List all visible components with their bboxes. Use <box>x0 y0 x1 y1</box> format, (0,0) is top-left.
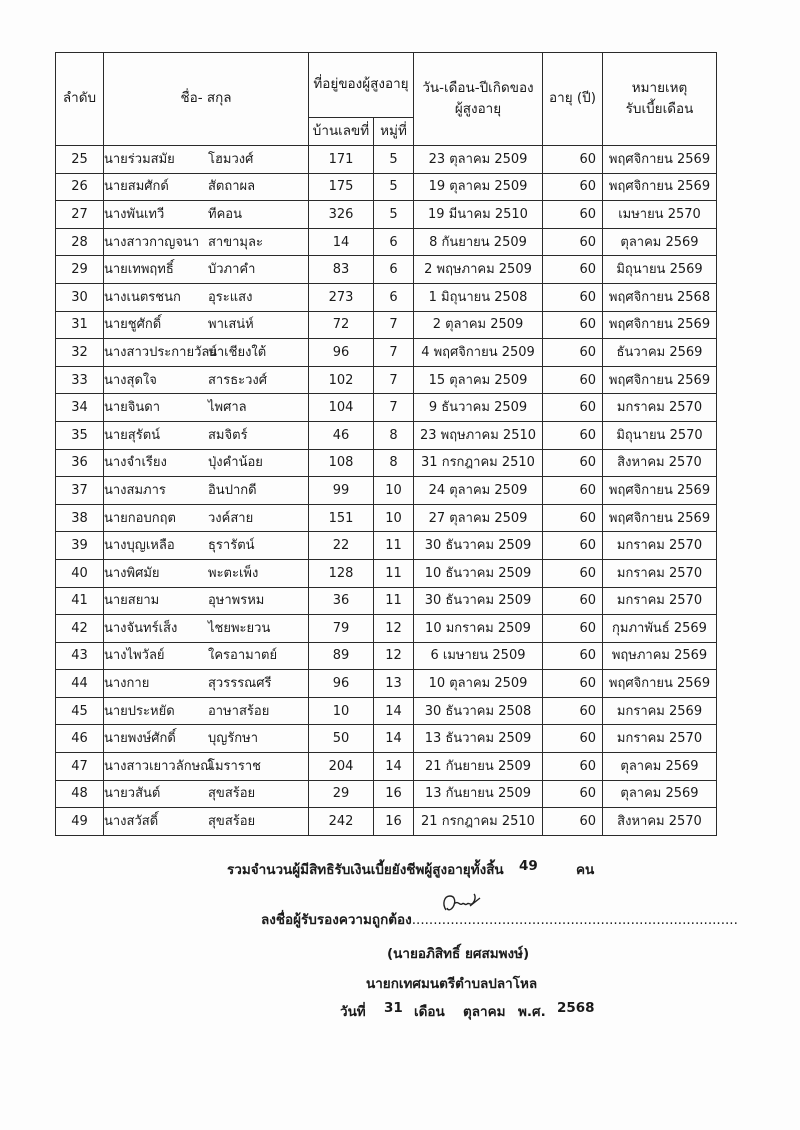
table-row <box>56 753 717 781</box>
house-number: 204 <box>309 753 374 781</box>
row-number: 34 <box>56 394 104 422</box>
first-name: นายร่วมสมัย <box>104 151 175 167</box>
house-number: 171 <box>309 146 374 174</box>
age: 60 <box>543 532 603 560</box>
summary-count: 49 <box>519 858 538 874</box>
age: 60 <box>543 228 603 256</box>
allowance-month: พฤศจิกายน 2569 <box>603 366 717 394</box>
age: 60 <box>543 642 603 670</box>
date-of-birth: 19 ตุลาคม 2509 <box>414 173 543 201</box>
row-name <box>104 366 309 394</box>
row-number: 49 <box>56 808 104 836</box>
date-of-birth: 21 กันยายน 2509 <box>414 753 543 781</box>
village-number: 7 <box>374 366 414 394</box>
age: 60 <box>543 504 603 532</box>
row-number: 25 <box>56 146 104 174</box>
row-number: 26 <box>56 173 104 201</box>
table-row <box>56 477 717 505</box>
age: 60 <box>543 697 603 725</box>
certification-label <box>261 908 738 930</box>
elderly-allowance-table <box>55 52 717 836</box>
row-number: 30 <box>56 283 104 311</box>
table-row <box>56 559 717 587</box>
row-number: 28 <box>56 228 104 256</box>
age: 60 <box>543 753 603 781</box>
row-name <box>104 532 309 560</box>
date-of-birth: 2 ตุลาคม 2509 <box>414 311 543 339</box>
header-house-no: บ้านเลขที่ <box>309 118 374 146</box>
date-day: 31 <box>384 1000 403 1016</box>
header-note-line1: หมายเหตุ <box>631 80 688 97</box>
house-number: 96 <box>309 670 374 698</box>
allowance-month: มกราคม 2570 <box>603 587 717 615</box>
table-row <box>56 201 717 229</box>
allowance-month: มิถุนายน 2569 <box>603 256 717 284</box>
house-number: 29 <box>309 780 374 808</box>
last-name: ปุ่งคำน้อย <box>208 455 263 471</box>
last-name: สมจิตร์ <box>208 427 248 443</box>
village-number: 11 <box>374 559 414 587</box>
first-name: นายกอบกฤต <box>104 510 176 526</box>
table-row <box>56 394 717 422</box>
row-name <box>104 808 309 836</box>
header-dob-line2: ผู้สูงอายุ <box>454 101 502 117</box>
last-name: สุวรรรณศรี <box>208 676 272 692</box>
village-number: 12 <box>374 642 414 670</box>
row-name <box>104 228 309 256</box>
village-number: 5 <box>374 201 414 229</box>
house-number: 99 <box>309 477 374 505</box>
last-name: สัตถาผล <box>208 179 256 195</box>
row-number: 42 <box>56 615 104 643</box>
table-row <box>56 532 717 560</box>
village-number: 7 <box>374 394 414 422</box>
last-name: สาขามุละ <box>208 234 263 250</box>
first-name: นางสุดใจ <box>104 372 157 388</box>
age: 60 <box>543 201 603 229</box>
first-name: นางบุญเหลือ <box>104 538 175 554</box>
house-number: 46 <box>309 421 374 449</box>
age: 60 <box>543 256 603 284</box>
last-name: โฮมวงศ์ <box>208 151 254 167</box>
date-of-birth: 23 ตุลาคม 2509 <box>414 146 543 174</box>
house-number: 96 <box>309 339 374 367</box>
allowance-month: พฤศจิกายน 2569 <box>603 311 717 339</box>
village-number: 10 <box>374 504 414 532</box>
first-name: นายพงษ์ศักดิ์ <box>104 731 176 747</box>
age: 60 <box>543 559 603 587</box>
date-year: 2568 <box>557 1000 595 1016</box>
row-number: 38 <box>56 504 104 532</box>
age: 60 <box>543 477 603 505</box>
allowance-month: ธันวาคม 2569 <box>603 339 717 367</box>
allowance-month: พฤศจิกายน 2569 <box>603 173 717 201</box>
row-name <box>104 587 309 615</box>
header-name: ชื่อ- สกุล <box>104 53 309 146</box>
table-row <box>56 311 717 339</box>
row-name <box>104 642 309 670</box>
house-number: 79 <box>309 615 374 643</box>
village-number: 11 <box>374 532 414 560</box>
first-name: นายจินดา <box>104 400 161 416</box>
signer-name: (นายอภิสิทธิ์ ยศสมพงษ์) <box>387 946 530 962</box>
last-name: สุขสร้อย <box>208 786 256 802</box>
allowance-month: พฤศจิกายน 2569 <box>603 504 717 532</box>
first-name: นางไพวัลย์ <box>104 648 165 664</box>
age: 60 <box>543 339 603 367</box>
header-moo: หมู่ที่ <box>374 118 414 146</box>
village-number: 14 <box>374 753 414 781</box>
table-row <box>56 449 717 477</box>
row-name <box>104 615 309 643</box>
house-number: 50 <box>309 725 374 753</box>
age: 60 <box>543 780 603 808</box>
row-number: 41 <box>56 587 104 615</box>
first-name: นายเทพฤทธิ์ <box>104 262 174 278</box>
table-row <box>56 146 717 174</box>
first-name: นางกาย <box>104 676 150 692</box>
table-row <box>56 615 717 643</box>
house-number: 102 <box>309 366 374 394</box>
allowance-month: ตุลาคม 2569 <box>603 780 717 808</box>
table-row <box>56 256 717 284</box>
table-row <box>56 504 717 532</box>
first-name: นางสาวประกายวัลย์ <box>104 344 217 360</box>
last-name: โมราราช <box>208 758 261 774</box>
row-number: 44 <box>56 670 104 698</box>
age: 60 <box>543 283 603 311</box>
summary-unit: คน <box>576 862 595 878</box>
last-name: ทีคอน <box>208 206 242 222</box>
first-name: นายชูศักดิ์ <box>104 317 162 333</box>
header-note <box>603 53 717 146</box>
row-name <box>104 697 309 725</box>
allowance-month: มิถุนายน 2570 <box>603 421 717 449</box>
row-name <box>104 477 309 505</box>
first-name: นายวสันต์ <box>104 786 161 802</box>
house-number: 242 <box>309 808 374 836</box>
row-name <box>104 311 309 339</box>
row-name <box>104 339 309 367</box>
table-row <box>56 697 717 725</box>
first-name: นายสุรัตน์ <box>104 427 161 443</box>
age: 60 <box>543 587 603 615</box>
date-year-label: พ.ศ. <box>518 1004 546 1020</box>
last-name: อุระแสง <box>208 289 253 305</box>
row-name <box>104 394 309 422</box>
row-number: 29 <box>56 256 104 284</box>
header-address: ที่อยู่ของผู้สูงอายุ <box>309 53 414 118</box>
last-name: อุษาพรหม <box>208 593 265 609</box>
allowance-month: ตุลาคม 2569 <box>603 228 717 256</box>
row-number: 33 <box>56 366 104 394</box>
row-number: 45 <box>56 697 104 725</box>
village-number: 14 <box>374 725 414 753</box>
header-dob-line1: วัน-เดือน-ปีเกิดของ <box>422 80 534 97</box>
allowance-month: สิงหาคม 2570 <box>603 808 717 836</box>
first-name: นางพันเทวี <box>104 206 165 222</box>
last-name: พะตะเพ็ง <box>208 565 259 581</box>
house-number: 326 <box>309 201 374 229</box>
age: 60 <box>543 449 603 477</box>
village-number: 6 <box>374 228 414 256</box>
date-of-birth: 30 ธันวาคม 2509 <box>414 587 543 615</box>
age: 60 <box>543 394 603 422</box>
last-name: ใครอามาตย์ <box>208 648 278 664</box>
last-name: ไพศาล <box>208 400 247 416</box>
table-row <box>56 587 717 615</box>
row-name <box>104 559 309 587</box>
village-number: 7 <box>374 339 414 367</box>
date-of-birth: 10 มกราคม 2509 <box>414 615 543 643</box>
row-number: 46 <box>56 725 104 753</box>
table-row <box>56 339 717 367</box>
house-number: 72 <box>309 311 374 339</box>
allowance-month: พฤศจิกายน 2569 <box>603 477 717 505</box>
village-number: 10 <box>374 477 414 505</box>
first-name: นางสาวเยาวลักษณ์ <box>104 758 213 774</box>
table-row <box>56 228 717 256</box>
village-number: 13 <box>374 670 414 698</box>
allowance-month: มกราคม 2569 <box>603 697 717 725</box>
row-number: 36 <box>56 449 104 477</box>
last-name: สุขสร้อย <box>208 814 256 830</box>
table-row <box>56 725 717 753</box>
header-age: อายุ (ปี) <box>543 53 603 146</box>
village-number: 6 <box>374 256 414 284</box>
date-of-birth: 31 กรกฎาคม 2510 <box>414 449 543 477</box>
row-number: 47 <box>56 753 104 781</box>
allowance-month: มกราคม 2570 <box>603 532 717 560</box>
first-name: นางจันทร์เส็ง <box>104 620 178 636</box>
house-number: 128 <box>309 559 374 587</box>
date-of-birth: 13 กันยายน 2509 <box>414 780 543 808</box>
first-name: นางสาวกาญจนา <box>104 234 200 250</box>
last-name: อินปากดี <box>208 482 257 498</box>
village-number: 5 <box>374 173 414 201</box>
allowance-month: พฤศจิกายน 2569 <box>603 670 717 698</box>
row-name <box>104 504 309 532</box>
allowance-month: ตุลาคม 2569 <box>603 753 717 781</box>
table-row <box>56 366 717 394</box>
age: 60 <box>543 615 603 643</box>
house-number: 104 <box>309 394 374 422</box>
village-number: 8 <box>374 449 414 477</box>
table-row <box>56 173 717 201</box>
village-number: 11 <box>374 587 414 615</box>
table-row <box>56 780 717 808</box>
house-number: 14 <box>309 228 374 256</box>
date-of-birth: 4 พฤศจิกายน 2509 <box>414 339 543 367</box>
age: 60 <box>543 808 603 836</box>
row-name <box>104 173 309 201</box>
row-name <box>104 780 309 808</box>
row-name <box>104 283 309 311</box>
last-name: พาเสน่ห์ <box>208 317 254 333</box>
house-number: 83 <box>309 256 374 284</box>
summary-label: รวมจำนวนผู้มีสิทธิรับเงินเบี้ยยังชีพผู้สูงอายุทั้งสิ้น <box>227 862 504 878</box>
village-number: 6 <box>374 283 414 311</box>
date-of-birth: 24 ตุลาคม 2509 <box>414 477 543 505</box>
table-row <box>56 421 717 449</box>
row-name <box>104 753 309 781</box>
header-no: ลำดับ <box>56 53 104 146</box>
first-name: นายสยาม <box>104 593 160 609</box>
date-of-birth: 10 ตุลาคม 2509 <box>414 670 543 698</box>
first-name: นางจำเรียง <box>104 455 167 471</box>
village-number: 5 <box>374 146 414 174</box>
allowance-month: สิงหาคม 2570 <box>603 449 717 477</box>
row-number: 32 <box>56 339 104 367</box>
house-number: 22 <box>309 532 374 560</box>
row-name <box>104 256 309 284</box>
date-of-birth: 27 ตุลาคม 2509 <box>414 504 543 532</box>
date-of-birth: 1 มิถุนายน 2508 <box>414 283 543 311</box>
row-name <box>104 449 309 477</box>
date-of-birth: 2 พฤษภาคม 2509 <box>414 256 543 284</box>
row-name <box>104 670 309 698</box>
allowance-month: มกราคม 2570 <box>603 559 717 587</box>
last-name: อาษาสร้อย <box>208 703 270 719</box>
row-number: 43 <box>56 642 104 670</box>
first-name: นางสมภาร <box>104 482 166 498</box>
signer-position: นายกเทศมนตรีตำบลปลาโหล <box>366 976 538 992</box>
village-number: 12 <box>374 615 414 643</box>
last-name: วงค์สาย <box>208 510 254 526</box>
first-name: นายสมศักด์ <box>104 179 169 195</box>
date-of-birth: 9 ธันวาคม 2509 <box>414 394 543 422</box>
date-of-birth: 6 เมษายน 2509 <box>414 642 543 670</box>
date-of-birth: 13 ธันวาคม 2509 <box>414 725 543 753</box>
table-row <box>56 283 717 311</box>
house-number: 10 <box>309 697 374 725</box>
date-of-birth: 30 ธันวาคม 2509 <box>414 532 543 560</box>
village-number: 16 <box>374 808 414 836</box>
header-dob <box>414 53 543 146</box>
table-row <box>56 808 717 836</box>
row-number: 39 <box>56 532 104 560</box>
row-name <box>104 421 309 449</box>
row-number: 48 <box>56 780 104 808</box>
house-number: 151 <box>309 504 374 532</box>
signature-icon <box>440 890 482 918</box>
house-number: 108 <box>309 449 374 477</box>
age: 60 <box>543 725 603 753</box>
house-number: 89 <box>309 642 374 670</box>
village-number: 16 <box>374 780 414 808</box>
last-name: สารธะวงศ์ <box>208 372 268 388</box>
village-number: 7 <box>374 311 414 339</box>
row-number: 27 <box>56 201 104 229</box>
last-name: บัวภาคำ <box>208 262 256 278</box>
table-row <box>56 670 717 698</box>
last-name: ไชยพะยวน <box>208 620 271 636</box>
first-name: นางสวัสดิ์ <box>104 814 159 830</box>
allowance-month: มกราคม 2570 <box>603 394 717 422</box>
date-month: ตุลาคม <box>463 1004 506 1020</box>
row-name <box>104 201 309 229</box>
age: 60 <box>543 366 603 394</box>
date-of-birth: 19 มีนาคม 2510 <box>414 201 543 229</box>
header-note-line2: รับเบี้ยเดือน <box>625 101 694 117</box>
allowance-month: พฤศจิกายน 2569 <box>603 146 717 174</box>
allowance-month: เมษายน 2570 <box>603 201 717 229</box>
date-of-birth: 21 กรกฎาคม 2510 <box>414 808 543 836</box>
allowance-month: พฤศจิกายน 2568 <box>603 283 717 311</box>
age: 60 <box>543 670 603 698</box>
last-name: บุญรักษา <box>208 731 259 747</box>
age: 60 <box>543 421 603 449</box>
allowance-month: พฤษภาคม 2569 <box>603 642 717 670</box>
age: 60 <box>543 146 603 174</box>
allowance-month: กุมภาพันธ์ 2569 <box>603 615 717 643</box>
table-row <box>56 642 717 670</box>
first-name: นายประหยัด <box>104 703 175 719</box>
date-month-label: เดือน <box>414 1004 445 1020</box>
row-number: 40 <box>56 559 104 587</box>
row-number: 35 <box>56 421 104 449</box>
signature-dotted-line: ............................................................................ <box>411 912 738 928</box>
row-number: 37 <box>56 477 104 505</box>
date-of-birth: 8 กันยายน 2509 <box>414 228 543 256</box>
house-number: 36 <box>309 587 374 615</box>
house-number: 273 <box>309 283 374 311</box>
date-of-birth: 10 ธันวาคม 2509 <box>414 559 543 587</box>
house-number: 175 <box>309 173 374 201</box>
first-name: นางพิศมัย <box>104 565 160 581</box>
row-name <box>104 725 309 753</box>
first-name: นางเนตรชนก <box>104 289 181 305</box>
date-day-label: วันที่ <box>340 1004 366 1020</box>
age: 60 <box>543 173 603 201</box>
row-number: 31 <box>56 311 104 339</box>
last-name: ธุรารัตน์ <box>208 538 255 554</box>
age: 60 <box>543 311 603 339</box>
date-of-birth: 23 พฤษภาคม 2510 <box>414 421 543 449</box>
row-name <box>104 146 309 174</box>
date-of-birth: 15 ตุลาคม 2509 <box>414 366 543 394</box>
last-name: นาเชียงใต้ <box>208 344 267 360</box>
allowance-month: มกราคม 2570 <box>603 725 717 753</box>
certification-text: ลงชื่อผู้รับรองความถูกต้อง <box>261 912 412 928</box>
village-number: 8 <box>374 421 414 449</box>
village-number: 14 <box>374 697 414 725</box>
date-of-birth: 30 ธันวาคม 2508 <box>414 697 543 725</box>
